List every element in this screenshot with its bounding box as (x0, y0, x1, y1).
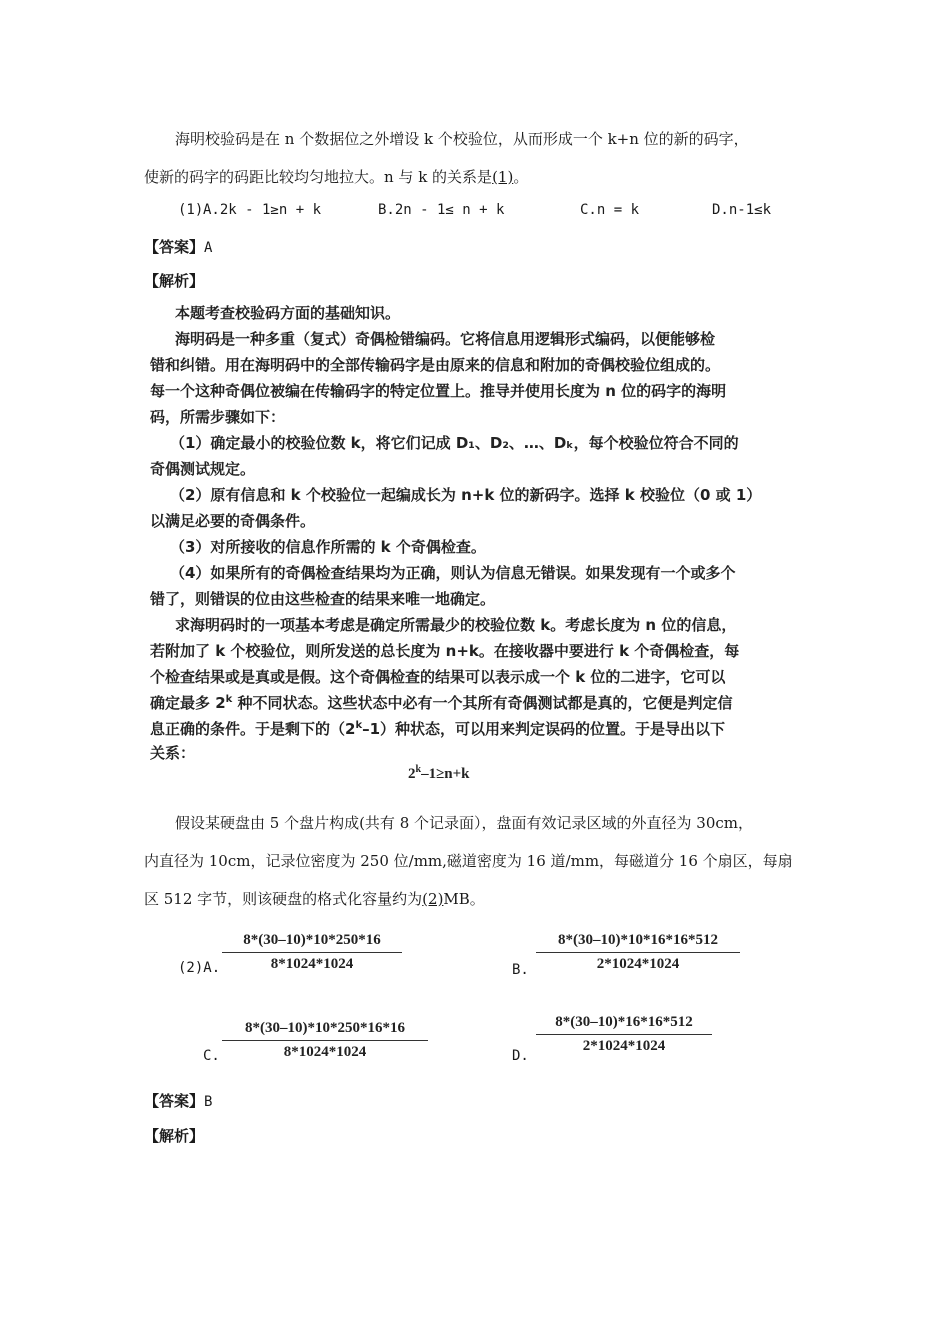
q1-answer-value: A (204, 240, 213, 256)
q2-line3 (144, 888, 485, 909)
analysis-l17 (150, 718, 725, 739)
analysis-l16-sup: k (225, 694, 233, 705)
analysis-l16-pre: 确定最多 2 (150, 694, 226, 712)
q2-line3-text: 区 512 字节，则该硬盘的格式化容量约为 (144, 890, 423, 908)
analysis-l9: 以满足必要的奇偶条件。 (150, 512, 316, 530)
analysis-l16-post: 种不同状态。这些状态中必有一个其所有奇偶测试都是真的，它便是判定信 (232, 694, 733, 712)
q2-option-d-denominator: 2*1024*1024 (582, 1038, 666, 1054)
analysis-l5: 码，所需步骤如下： (150, 408, 286, 426)
q1-answer-label: 【答案】 (144, 238, 205, 256)
analysis-l13: 求海明码时的一项基本考虑是确定所需最少的校验位数 k。考虑长度为 n 位的信息， (175, 616, 737, 634)
q1-option-d: D.n-1≤k (712, 202, 772, 218)
q2-option-d-fraction (536, 1014, 712, 1055)
analysis-l6: （1）确定最小的校验位数 k，将它们记成 D₁、D₂、…、Dₖ，每个校验位符合不同的 (170, 434, 739, 452)
analysis-l10: （3）对所接收的信息作所需的 k 个奇偶检查。 (170, 538, 486, 556)
q1-option-b: B.2n - 1≤ n + k (378, 202, 505, 218)
q2-option-d-numerator: 8*(30–10)*16*16*512 (536, 1014, 712, 1035)
q1-line2 (144, 166, 528, 187)
q1-option-c: C.n = k (580, 202, 640, 218)
q2-option-a-numerator: 8*(30–10)*10*250*16 (222, 932, 402, 953)
q1-blank: (1) (492, 168, 514, 186)
q2-option-b-numerator: 8*(30–10)*10*16*16*512 (536, 932, 740, 953)
q2-option-a-fraction (222, 932, 402, 973)
analysis-l1: 本题考查校验码方面的基础知识。 (175, 304, 401, 322)
formula-base: 2 (408, 766, 416, 782)
q2-option-c-fraction (222, 1020, 428, 1061)
q2-option-b-denominator: 2*1024*1024 (596, 956, 680, 972)
q1-option-a: A.2k - 1≥n + k (203, 202, 322, 218)
q2-blank: (2) (422, 890, 444, 908)
analysis-l15: 个检查结果或是真或是假。这个奇偶检查的结果可以表示成一个 k 位的二进字，它可以 (150, 668, 726, 686)
q2-option-c-denominator: 8*1024*1024 (283, 1044, 367, 1060)
analysis-l4: 每一个这种奇偶位被编在传输码字的特定位置上。推导并使用长度为 n 位的码字的海明 (150, 382, 727, 400)
analysis-l16 (150, 692, 733, 713)
q1-line1: 海明校验码是在 n 个数据位之外增设 k 个校验位，从而形成一个 k+n 位的新的码字， (175, 130, 749, 148)
analysis-l8: （2）原有信息和 k 个校验位一起编成长为 n+k 位的新码字。选择 k 校验位（0 或 1） (170, 486, 762, 504)
q2-option-c-label: C. (203, 1048, 220, 1064)
q2-answer-label: 【答案】 (144, 1092, 205, 1110)
q2-option-c-numerator: 8*(30–10)*10*250*16*16 (222, 1020, 428, 1041)
formula-rest: –1≥n+k (421, 766, 470, 782)
analysis-l14: 若附加了 k 个校验位，则所发送的总长度为 n+k。在接收器中要进行 k 个奇偶检查，每 (150, 642, 740, 660)
q2-analysis-label: 【解析】 (144, 1127, 205, 1145)
analysis-l7: 奇偶测试规定。 (150, 460, 256, 478)
analysis-l11: （4）如果所有的奇偶检查结果均为正确，则认为信息无错误。如果发现有一个或多个 (170, 564, 736, 582)
analysis-l2: 海明码是一种多重（复式）奇偶检错编码。它将信息用逻辑形式编码，以便能够检 (175, 330, 716, 348)
q1-answer (144, 236, 212, 257)
q1-option-prefix: (1) (178, 202, 204, 218)
analysis-l18: 关系： (150, 744, 196, 762)
q2-option-a-label: (2)A. (178, 960, 221, 976)
analysis-l12: 错了，则错误的位由这些检查的结果来唯一地确定。 (150, 590, 496, 608)
formula-sup: k (415, 764, 422, 775)
q2-line2: 内直径为 10cm，记录位密度为 250 位/mm,磁道密度为 16 道/mm，每磁道分 16 个扇区，每扇 (144, 852, 793, 870)
q2-line3-end: MB。 (443, 890, 485, 908)
analysis-l3: 错和纠错。用在海明码中的全部传输码字是由原来的信息和附加的奇偶校验位组成的。 (150, 356, 721, 374)
q2-option-d-label: D. (512, 1048, 529, 1064)
q2-answer-value: B (204, 1094, 213, 1110)
q2-option-b-fraction (536, 932, 740, 973)
q2-answer (144, 1090, 212, 1111)
q1-analysis-label: 【解析】 (144, 272, 205, 290)
analysis-l17-sup: k (355, 720, 363, 731)
q1-line2-text: 使新的码字的码距比较均匀地拉大。n 与 k 的关系是 (144, 168, 493, 186)
q2-line1: 假设某硬盘由 5 个盘片构成(共有 8 个记录面），盘面有效记录区域的外直径为 30cm， (175, 814, 753, 832)
analysis-l17-post: –1）种状态，可以用来判定误码的位置。于是导出以下 (362, 720, 726, 738)
analysis-l17-pre: 息正确的条件。于是剩下的（2 (150, 720, 356, 738)
q2-option-a-denominator: 8*1024*1024 (270, 956, 354, 972)
q1-line2-end: 。 (513, 168, 529, 186)
analysis-formula (408, 764, 470, 783)
q2-option-b-label: B. (512, 962, 529, 978)
